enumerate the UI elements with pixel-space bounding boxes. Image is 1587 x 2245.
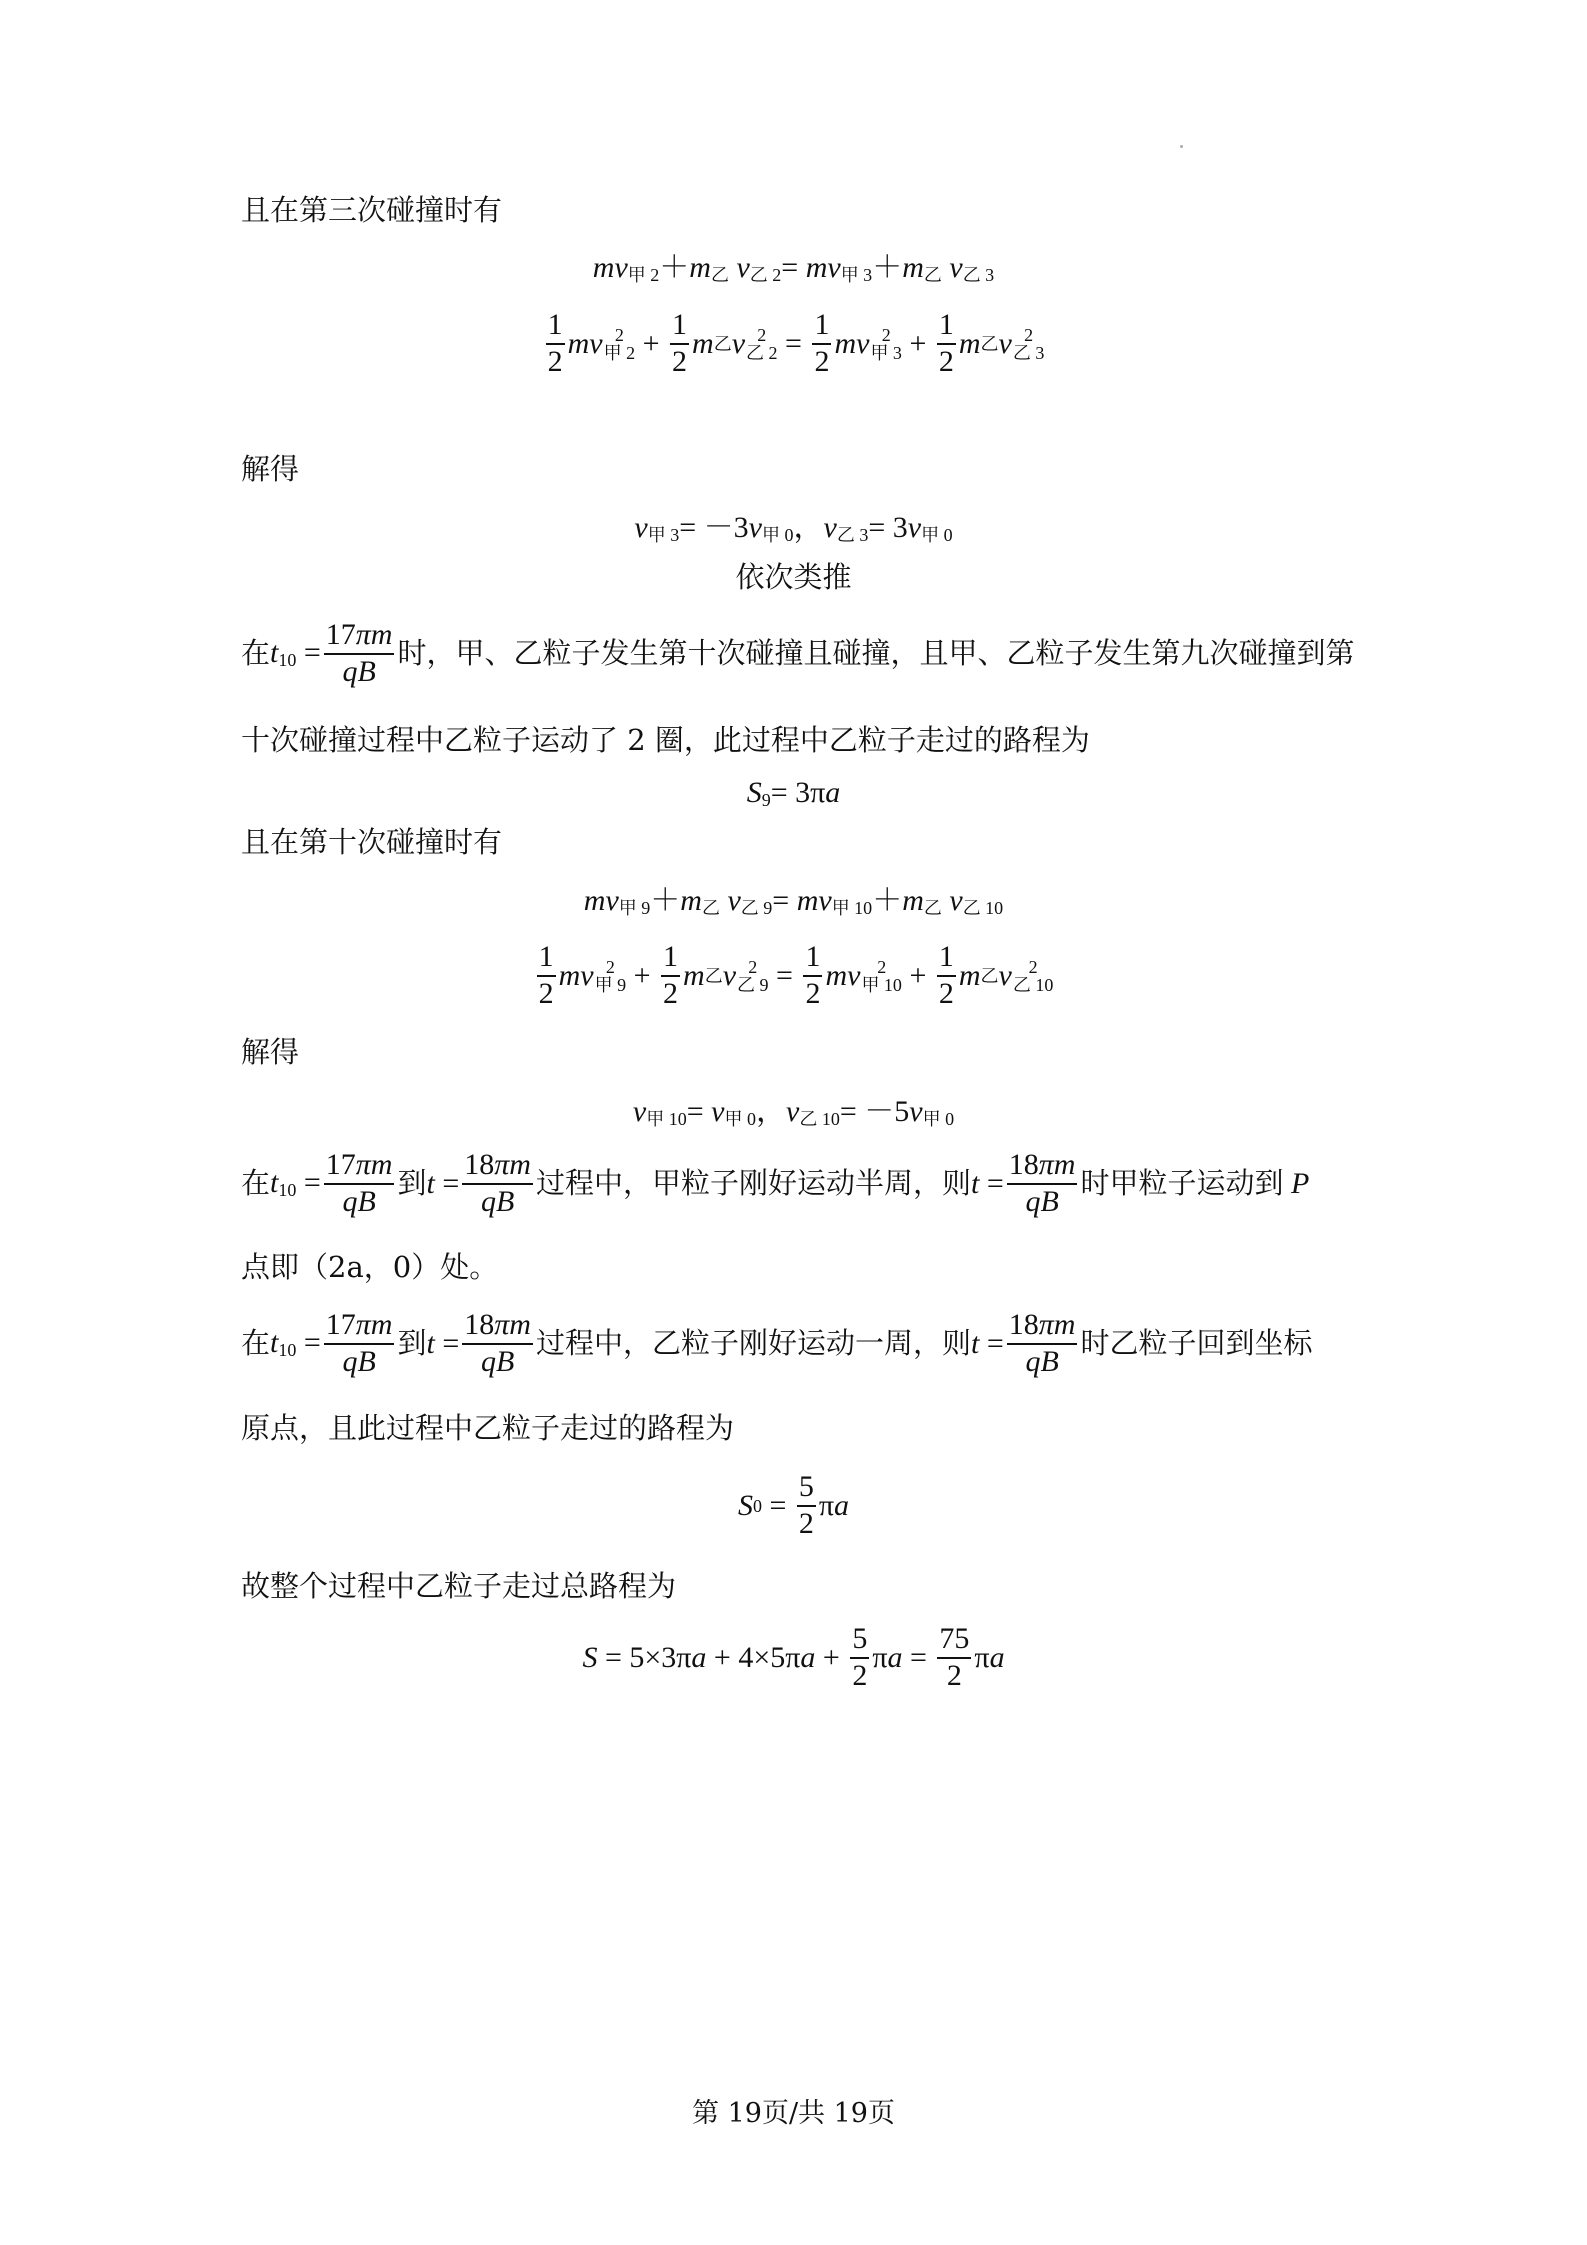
equation-result-3: $v_{甲 3}= -3v_{甲 0}$，$v_{乙 3}= 3v_{甲 0}$ bbox=[634, 511, 953, 545]
text-tenth-collision: 时，甲、乙粒子发生第十次碰撞且碰撞，且甲、乙粒子发生第九次碰撞到第 bbox=[397, 636, 1355, 670]
text-solve-2: 解得 bbox=[241, 1035, 300, 1069]
text-third-collision: 且在第三次碰撞时有 bbox=[241, 193, 503, 227]
text-point-2a0: 点即（2a，0）处。 bbox=[241, 1250, 499, 1284]
page-number: 第 19页/共 19页 bbox=[692, 2098, 895, 2129]
text-to: 到 bbox=[397, 1166, 427, 1200]
text-t10-line: 在 $t_{10}$ = $\frac{17\pi m}{qB}$ 时，甲、乙粒子发生第十次碰撞且碰撞，且甲、乙粒子发生第九次碰撞到第 bbox=[241, 618, 1355, 688]
equation-result-10: $v_{甲 10}= v_{甲 0}$，$v_{乙 10}= -5v_{甲 0}$ bbox=[632, 1095, 955, 1129]
text-half-period-line: 在 $t_{10}$ = $\frac{17\pi m}{qB}$ 到 t = $\frac{18\pi m}{qB}$ 过程中，甲粒子刚好运动半周，则 t = $\frac{18\pi m}{qB}$ 时甲粒子运动到 P bbox=[241, 1148, 1310, 1218]
text-full-period: 过程中，乙粒子刚好运动一周，则 bbox=[535, 1326, 971, 1360]
text-by-analogy: 依次类推 bbox=[735, 560, 852, 594]
scan-dot bbox=[1180, 145, 1183, 148]
equation-energy-3: $\frac{1}{2}$ mv 2 甲 2 + $\frac{1}{2}$ m 乙 v 2 乙 2 = $\frac{1}{2}$ mv 2 甲 3 + $\frac{1}{2}$ m 乙 v 2 乙 3 bbox=[547, 308, 1045, 378]
equation-s0: S 0 = $\frac{5}{2}$ π a bbox=[737, 1470, 850, 1540]
text-jia-moves-to: 时甲粒子运动到 bbox=[1080, 1166, 1284, 1200]
equation-s9: $S_9= 3\pi a$ bbox=[746, 776, 841, 810]
equation-energy-10: $\frac{1}{2}$ mv 2 甲 9 + $\frac{1}{2}$ m 乙 v 2 乙 9 = $\frac{1}{2}$ mv 2 甲 10 + $\frac{1}{2}$ m 乙 v 2 乙 10 bbox=[538, 940, 1054, 1010]
text-tenth-collision-has: 且在第十次碰撞时有 bbox=[241, 825, 503, 859]
text-zai: 在 bbox=[241, 1166, 271, 1200]
text-zai: 在 bbox=[241, 1326, 271, 1360]
equation-momentum-10: $mv_{甲 9}+m_乙$ $v_{乙 9}= mv_{甲 10}+m_乙$ $v_{乙 10}$ bbox=[583, 884, 1004, 918]
equation-momentum-3: $mv_{甲 2}+m_乙$ $v_{乙 2}= mv_{甲 3}+m_乙$ $v_{乙 3}$ bbox=[592, 251, 995, 285]
text-two-rounds: 十次碰撞过程中乙粒子运动了 2 圈，此过程中乙粒子走过的路程为 bbox=[241, 723, 1090, 757]
text-to: 到 bbox=[397, 1326, 427, 1360]
text-yi-returns: 时乙粒子回到坐标 bbox=[1080, 1326, 1313, 1360]
equation-total-s: S = 5×3π a + 4×5π a + $\frac{5}{2}$ π a = $\frac{75}{2}$ π a bbox=[582, 1622, 1005, 1692]
text-full-period-line: 在 $t_{10}$ = $\frac{17\pi m}{qB}$ 到 t = $\frac{18\pi m}{qB}$ 过程中，乙粒子刚好运动一周，则 t = $\frac{18\pi m}{qB}$ 时乙粒子回到坐标 bbox=[241, 1308, 1313, 1378]
text-half-period: 过程中，甲粒子刚好运动半周，则 bbox=[535, 1166, 971, 1200]
text-solve-1: 解得 bbox=[241, 452, 300, 486]
text-zai: 在 bbox=[241, 636, 271, 670]
text-total-path: 故整个过程中乙粒子走过总路程为 bbox=[241, 1569, 677, 1603]
text-origin-path: 原点，且此过程中乙粒子走过的路程为 bbox=[241, 1411, 735, 1445]
